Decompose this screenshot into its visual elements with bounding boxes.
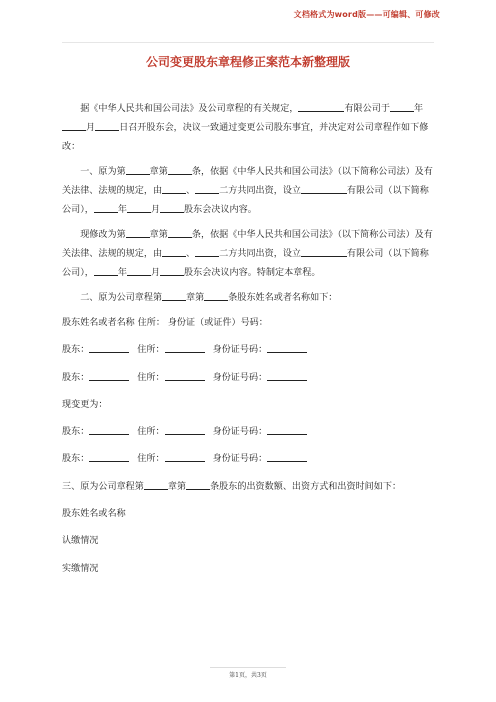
blank-field[interactable] bbox=[62, 121, 86, 131]
blank-field[interactable] bbox=[94, 266, 118, 276]
document-body bbox=[62, 100, 436, 587]
shareholder-row: 股东： 住所： 身份证号码： bbox=[62, 450, 436, 469]
blank-field[interactable] bbox=[126, 228, 150, 238]
format-watermark: 文档格式为word版——可编辑、可修改 bbox=[293, 10, 440, 19]
blank-field[interactable] bbox=[95, 121, 119, 131]
blank-field[interactable] bbox=[127, 266, 151, 276]
blank-field[interactable] bbox=[165, 452, 205, 462]
header-divider bbox=[62, 42, 434, 43]
document-title: 公司变更股东章程修正案范本新整理版 bbox=[145, 55, 350, 69]
tail-line: 股东姓名或名称 bbox=[62, 509, 126, 520]
blank-field[interactable] bbox=[160, 266, 184, 276]
blank-field[interactable] bbox=[168, 165, 192, 175]
blank-field[interactable] bbox=[162, 291, 186, 301]
blank-field[interactable] bbox=[126, 165, 150, 175]
blank-field[interactable] bbox=[89, 425, 129, 435]
clause-two-heading: 二、原为公司章程第 章第 条股东姓名或者名称如下： bbox=[80, 293, 338, 303]
blank-field[interactable] bbox=[89, 371, 129, 381]
shareholder-row: 股东： 住所： 身份证号码： bbox=[62, 369, 436, 388]
blank-field[interactable] bbox=[204, 291, 228, 301]
blank-field[interactable] bbox=[162, 247, 186, 257]
blank-field[interactable] bbox=[298, 102, 344, 112]
page-number: 第1页，共3页 bbox=[229, 672, 267, 679]
clause-three-heading: 三、原为公司章程第 章第 条股东的出资数额、出资方式和出资时间如下： bbox=[62, 481, 402, 492]
blank-field[interactable] bbox=[195, 184, 219, 194]
tail-line: 实缴情况 bbox=[62, 563, 99, 574]
shareholder-row: 股东： 住所： 身份证号码： bbox=[62, 423, 436, 442]
blank-field[interactable] bbox=[301, 184, 347, 194]
blank-field[interactable] bbox=[160, 203, 184, 213]
tail-line: 认缴情况 bbox=[62, 536, 99, 547]
blank-field[interactable] bbox=[267, 425, 307, 435]
blank-field[interactable] bbox=[162, 184, 186, 194]
blank-field[interactable] bbox=[168, 228, 192, 238]
changed-to-label: 现变更为： bbox=[62, 399, 108, 410]
blank-field[interactable] bbox=[127, 203, 151, 213]
shareholder-header-line: 股东姓名或者名称 住所： 身份证（或证件）号码： bbox=[62, 318, 268, 328]
blank-field[interactable] bbox=[94, 203, 118, 213]
blank-field[interactable] bbox=[390, 102, 414, 112]
intro-paragraph: 据《中华人民共和国公司法》及公司章程的有关规定， 有限公司于 年月 日召开股东会，决议一致通过变更公司股东事宜，并决定对公司章程作如下修改： bbox=[62, 104, 429, 152]
blank-field[interactable] bbox=[165, 425, 205, 435]
blank-field[interactable] bbox=[267, 452, 307, 462]
blank-field[interactable] bbox=[165, 371, 205, 381]
blank-field[interactable] bbox=[267, 343, 307, 353]
clause-one-original: 一、原为第 章第 条，依据《中华人民共和国公司法》（以下简称公司法）及有关法律、法规的规定，由 、 二方共同出资，设立 有限公司（以下简称公司）， 年 月 股东会决议内容。 bbox=[62, 167, 433, 215]
blank-field[interactable] bbox=[144, 480, 168, 490]
blank-field[interactable] bbox=[301, 247, 347, 257]
shareholder-row: 股东： 住所： 身份证号码： bbox=[62, 341, 436, 360]
footer-divider bbox=[210, 667, 286, 668]
blank-field[interactable] bbox=[89, 343, 129, 353]
blank-field[interactable] bbox=[195, 247, 219, 257]
blank-field[interactable] bbox=[89, 452, 129, 462]
clause-one-amended: 现修改为第 章第 条，依据《中华人民共和国公司法》（以下简称公司法）及有关法律、法规的规定，由 、 二方共同出资，设立 有限公司（以下简称公司）， 年 月 股东会决议内容。特制定本章程。 bbox=[62, 230, 433, 278]
blank-field[interactable] bbox=[186, 480, 210, 490]
blank-field[interactable] bbox=[165, 343, 205, 353]
blank-field[interactable] bbox=[267, 371, 307, 381]
